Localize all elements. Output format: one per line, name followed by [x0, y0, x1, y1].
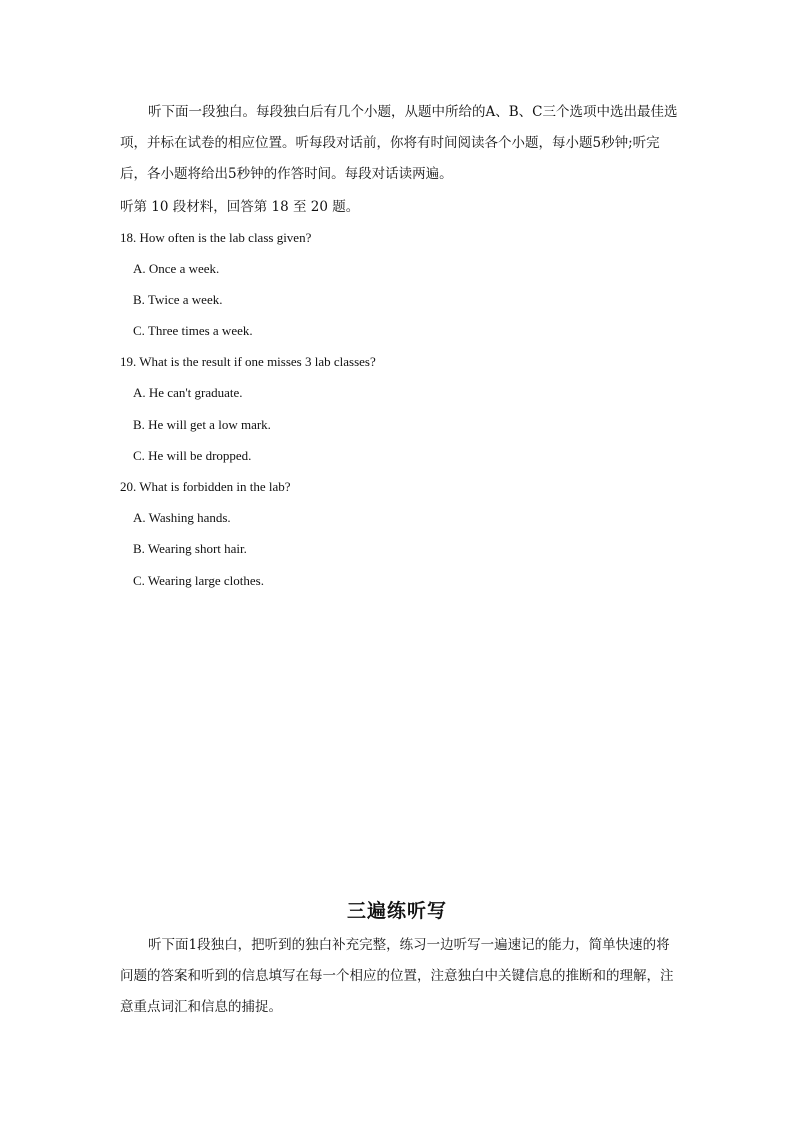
- question-18-option-b: B. Twice a week.: [133, 292, 223, 307]
- section-title: 三遍练听写: [346, 900, 447, 922]
- question-19-option-b: B. He will get a low mark.: [133, 417, 271, 432]
- question-19-option-a: A. He can't graduate.: [133, 385, 243, 400]
- question-20-option-b: B. Wearing short hair.: [133, 541, 247, 556]
- question-20-stem: 20. What is forbidden in the lab?: [120, 479, 291, 494]
- question-19-stem: 19. What is the result if one misses 3 lab classes?: [120, 354, 376, 369]
- instructions-paragraph: 听下面一段独白。每段独白后有几个小题，从题中所给的A、B、C三个选项中选出最佳选项，并标在试卷的相应位置。听每段对话前，你将有时间阅读各个小题，每小题5秒钟;听完后，各小题将给出5秒钟的作答时间。每段对话读两遍。: [120, 104, 678, 182]
- question-18-option-c: C. Three times a week.: [133, 323, 253, 338]
- question-18-stem: 18. How often is the lab class given?: [120, 230, 312, 245]
- question-20-option-a: A. Washing hands.: [133, 510, 231, 525]
- section-paragraph: 听下面1段独白，把听到的独白补充完整，练习一边听写一遍速记的能力，简单快速的将问题的答案和听到的信息填写在每一个相应的位置，注意独白中关键信息的推断和的理解，注意重点词汇和信息的捕捉。: [120, 937, 674, 1015]
- question-18-option-a: A. Once a week.: [133, 261, 220, 276]
- question-20-option-c: C. Wearing large clothes.: [133, 573, 264, 588]
- question-19-option-c: C. He will be dropped.: [133, 448, 252, 463]
- material-line: 听第 10 段材料，回答第 18 至 20 题。: [120, 199, 360, 215]
